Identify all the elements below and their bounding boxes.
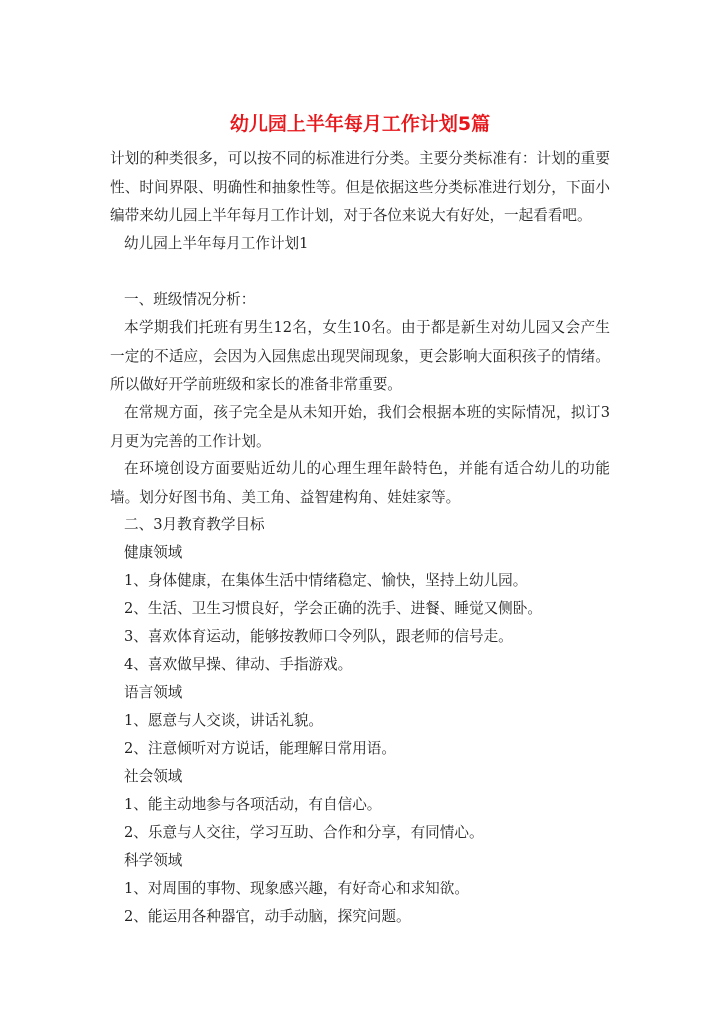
list-item: 2、注意倾听对方说话，能理解日常用语。: [124, 740, 396, 757]
domain-heading-language: 语言领域: [124, 684, 183, 701]
list-item: 2、能运用各种器官，动手动脑，探究问题。: [124, 908, 411, 925]
list-item: 2、乐意与人交往，学习互助、合作和分享，有同情心。: [124, 824, 484, 841]
list-item: 4、喜欢做早操、律动、手指游戏。: [124, 656, 353, 673]
plan-subtitle: 幼儿园上半年每月工作计划1: [124, 235, 309, 252]
domain-heading-science: 科学领域: [124, 852, 183, 869]
list-item: 2、生活、卫生习惯良好，学会正确的洗手、进餐、睡觉又侧卧。: [124, 600, 542, 617]
section-heading-class-analysis: 一、班级情况分析：: [124, 291, 256, 308]
list-item: 1、对周围的事物、现象感兴趣，有好奇心和求知欲。: [124, 880, 469, 897]
class-analysis-paragraph: 本学期我们托班有男生12名，女生10名。由于都是新生对幼儿园又会产生一定的不适应，会因为入园焦虑出现哭闹现象，更会影响大面积孩子的情绪。所以做好开学前班级和家长的准备非常重要。: [110, 319, 610, 393]
list-item: 1、愿意与人交谈，讲话礼貌。: [124, 712, 324, 729]
environment-paragraph: 在环境创设方面要贴近幼儿的心理生理年龄特色，并能有适合幼儿的功能墙。划分好图书角、美工角、益智建构角、娃娃家等。: [110, 460, 610, 506]
list-item: 1、能主动地参与各项活动，有自信心。: [124, 796, 382, 813]
list-item: 3、喜欢体育运动，能够按教师口令列队，跟老师的信号走。: [124, 628, 513, 645]
domain-heading-health: 健康领域: [124, 544, 183, 561]
section-heading-teaching-goals: 二、3月教育教学目标: [124, 516, 265, 533]
routine-paragraph: 在常规方面，孩子完全是从未知开始，我们会根据本班的实际情况，拟订3月更为完善的工作计划。: [110, 404, 610, 450]
document-title: 幼儿园上半年每月工作计划5篇: [229, 113, 491, 135]
domain-heading-social: 社会领域: [124, 768, 183, 785]
intro-paragraph: 计划的种类很多，可以按不同的标准进行分类。主要分类标准有：计划的重要性、时间界限、明确性和抽象性等。但是依据这些分类标准进行划分，下面小编带来幼儿园上半年每月工作计划，对于各位来说大有好处，一起看看吧。: [110, 150, 610, 224]
list-item: 1、身体健康，在集体生活中情绪稳定、愉快，坚持上幼儿园。: [124, 572, 528, 589]
